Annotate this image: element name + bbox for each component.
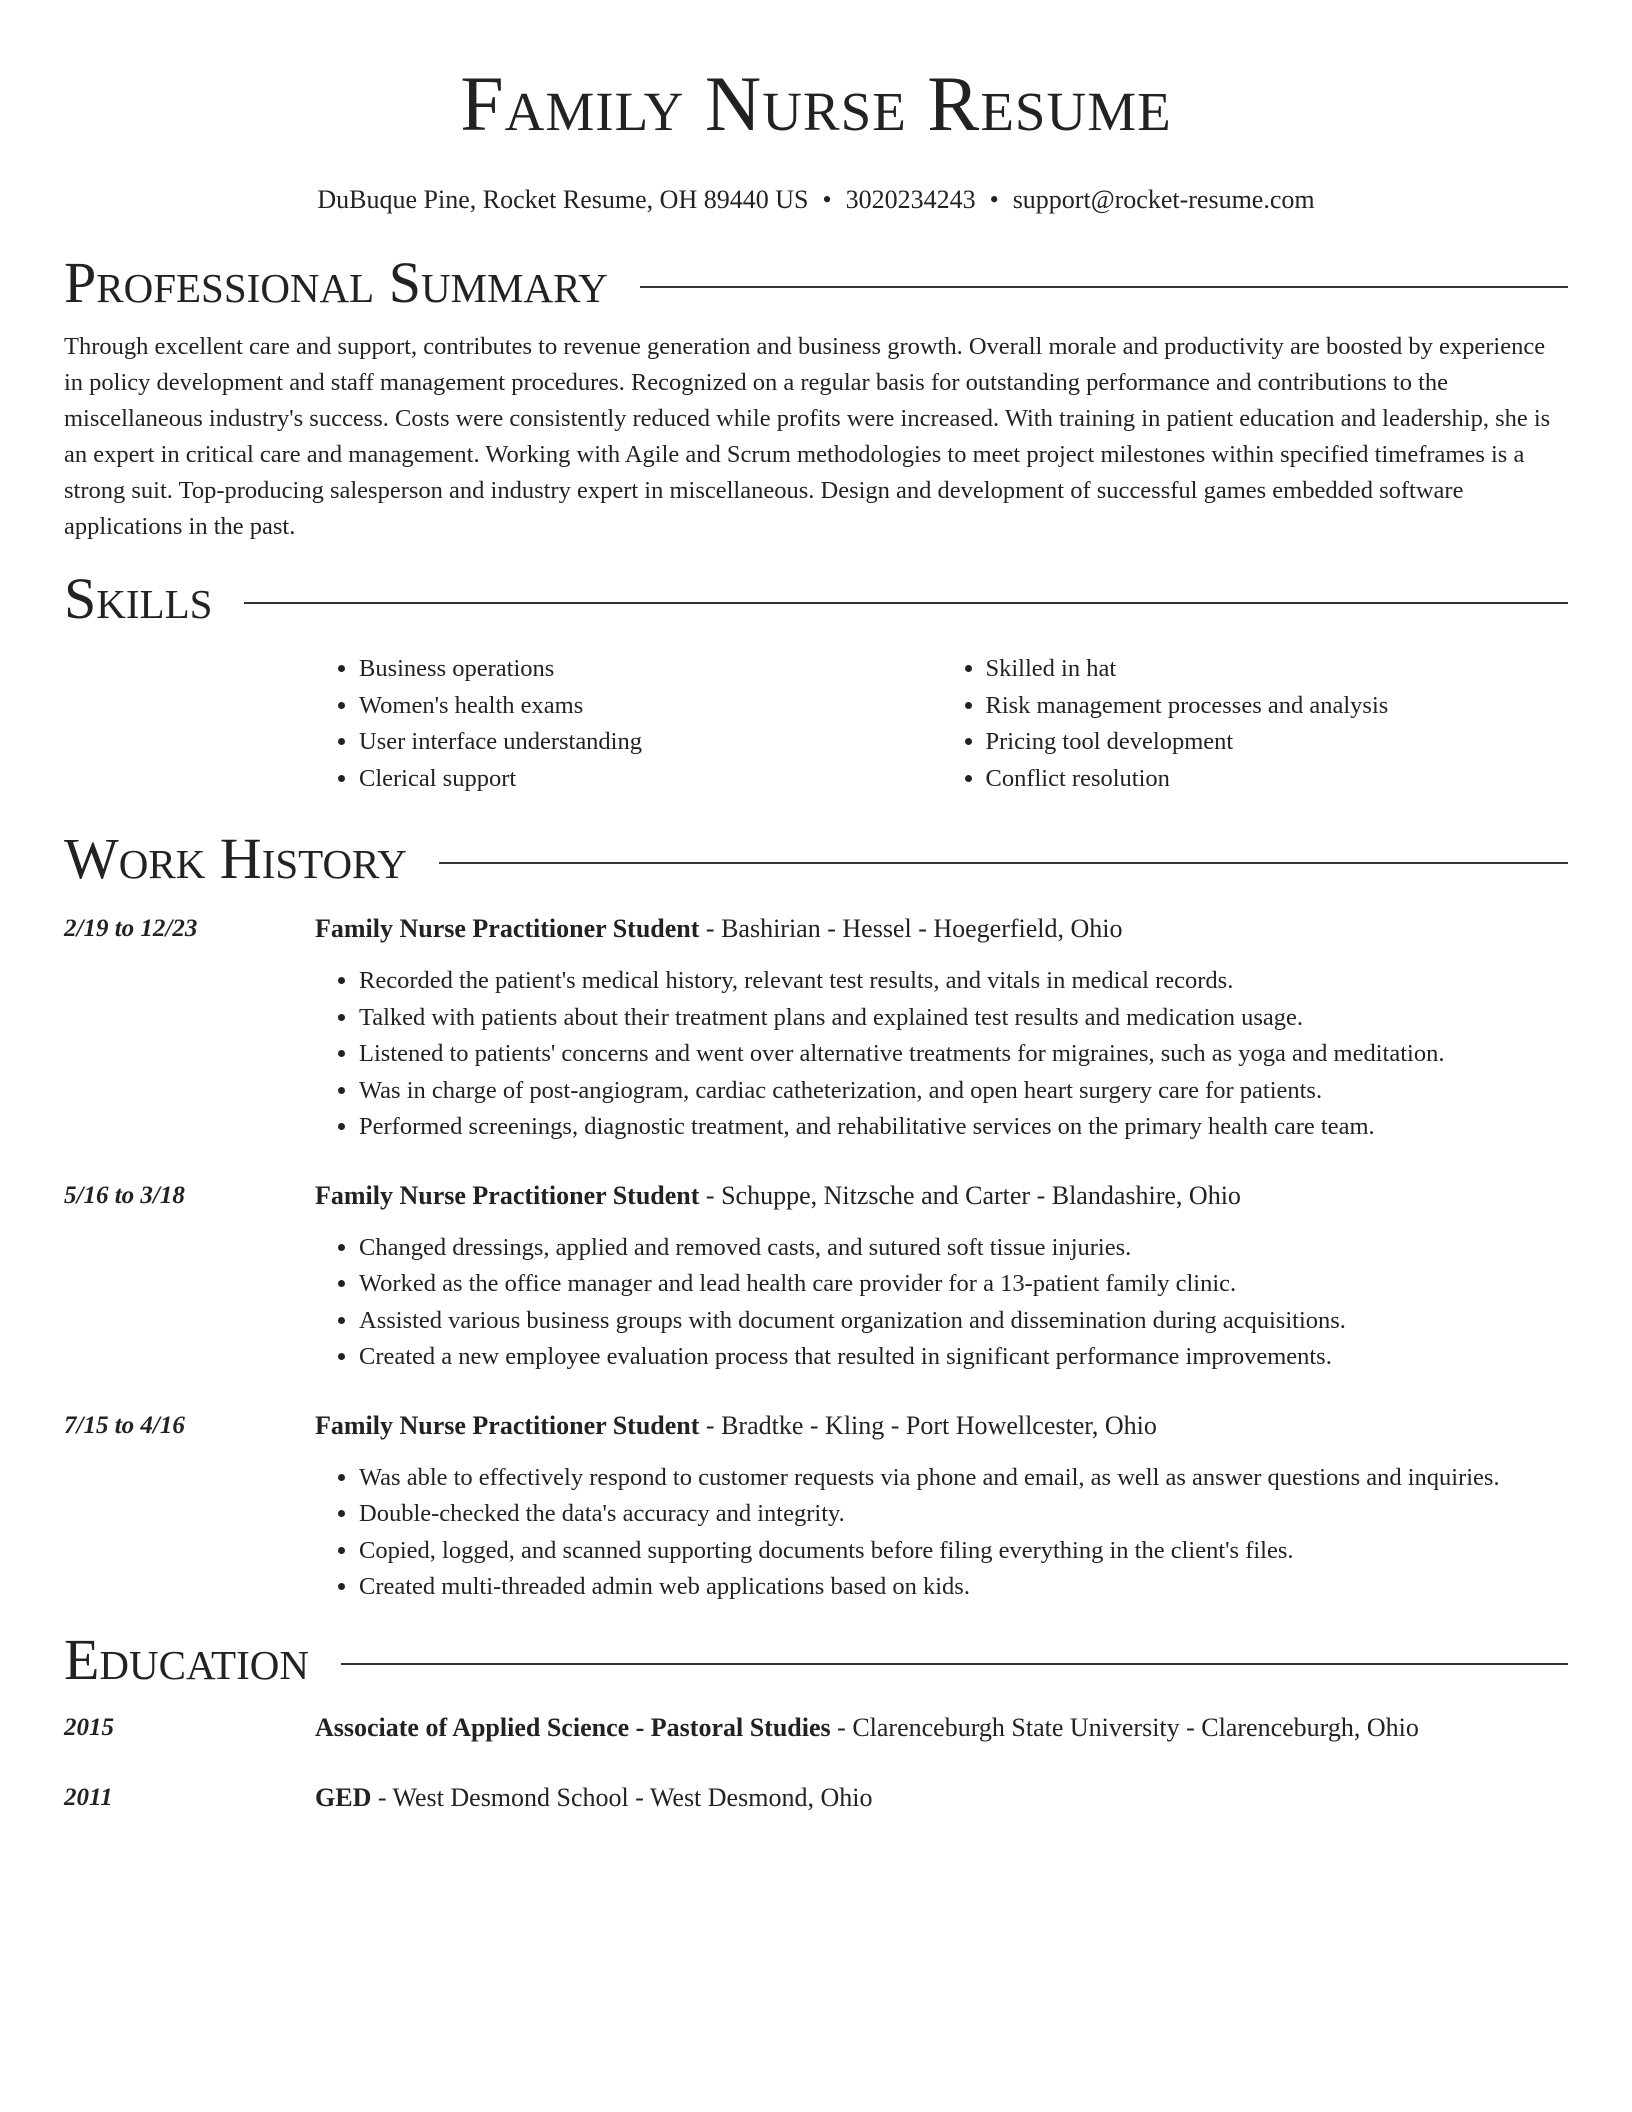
education-degree: GED: [315, 1782, 372, 1812]
skill-item: • Skilled in hat: [986, 651, 1569, 688]
job-bullets: [315, 963, 1568, 1146]
job-content: [315, 1410, 1568, 1606]
job-bullet: • Created a new employee evaluation process that resulted in significant performance improvements.: [359, 1339, 1568, 1376]
contact-email: support@rocket-resume.com: [1012, 185, 1315, 214]
skill-item: • Conflict resolution: [986, 761, 1569, 798]
education-school: - West Desmond School - West Desmond, Ohio: [371, 1782, 873, 1812]
job-bullet: • Talked with patients about their treatment plans and explained test results and medication usage.: [359, 1000, 1568, 1037]
skill-item: • User interface understanding: [359, 724, 942, 761]
contact-separator: •: [989, 185, 999, 214]
job-title: Family Nurse Practitioner Student: [315, 914, 700, 943]
skill-item: • Women's health exams: [359, 688, 942, 725]
job-content: [315, 913, 1568, 1146]
summary-text: Through excellent care and support, contributes to revenue generation and business growth. Overall morale and productivity are boosted by experience in policy development and staff management procedures. Recognized on a regular basis for outstanding performance and contributions to the miscellaneous industry's success. Costs were consistently reduced while profits were increased. With training in patient education and leadership, she is an expert in critical care and management. Working with Agile and Scrum methodologies to meet project milestones within specified timeframes is a strong suit. Top-producing salesperson and industry expert in miscellaneous. Design and development of successful games embedded software applications in the past.: [64, 333, 1551, 540]
job-dates: 5/16 to 3/18: [64, 1181, 185, 1209]
education-entry: [64, 1712, 1568, 1744]
skill-item: • Pricing tool development: [986, 724, 1569, 761]
section-heading: Skills: [64, 566, 213, 631]
education-section-header: [64, 1628, 1568, 1692]
summary-section-header: [64, 251, 1568, 315]
job-title-line: [315, 913, 1568, 945]
contact-phone: 3020234243: [845, 185, 976, 214]
job-entry: [64, 913, 1568, 1146]
job-bullet: • Was able to effectively respond to customer requests via phone and email, as well as answer questions and inquiries.: [359, 1460, 1568, 1497]
skill-item: • Clerical support: [359, 761, 942, 798]
job-bullet: • Was in charge of post-angiogram, cardiac catheterization, and open heart surgery care for patients.: [359, 1073, 1568, 1110]
job-bullets: [315, 1230, 1568, 1376]
education-content: [315, 1712, 1568, 1744]
job-bullet: • Recorded the patient's medical history, relevant test results, and vitals in medical records.: [359, 963, 1568, 1000]
job-bullet: • Listened to patients' concerns and went over alternative treatments for migraines, such as yoga and meditation.: [359, 1036, 1568, 1073]
job-dates: 2/19 to 12/23: [64, 915, 198, 942]
section-divider: [341, 1663, 1568, 1665]
education-line: [315, 1712, 1568, 1744]
skill-item: • Business operations: [359, 651, 942, 688]
job-employer: - Schuppe, Nitzsche and Carter - Blandashire, Ohio: [699, 1180, 1241, 1210]
section-divider: [439, 862, 1568, 864]
education-school: - Clarenceburgh State University - Clarenceburgh, Ohio: [830, 1712, 1419, 1742]
skills-section-header: [64, 567, 1568, 631]
job-bullet: • Performed screenings, diagnostic treatment, and rehabilitative services on the primary health care team.: [359, 1109, 1568, 1146]
job-entry: [64, 1180, 1568, 1376]
work-section-header: [64, 827, 1568, 891]
job-bullet: • Created multi-threaded admin web applications based on kids.: [359, 1569, 1568, 1606]
education-line: [315, 1782, 1568, 1814]
job-bullets: [315, 1460, 1568, 1606]
job-bullet: • Assisted various business groups with document organization and dissemination during acquisitions.: [359, 1303, 1568, 1340]
skill-item: • Risk management processes and analysis: [986, 688, 1569, 725]
job-bullet: • Worked as the office manager and lead health care provider for a 13-patient family clinic.: [359, 1266, 1568, 1303]
job-entry: [64, 1410, 1568, 1606]
job-bullet: • Changed dressings, applied and removed casts, and sutured soft tissue injuries.: [359, 1230, 1568, 1267]
contact-address: DuBuque Pine, Rocket Resume, OH 89440 US: [317, 185, 809, 214]
job-title: Family Nurse Practitioner Student: [315, 1180, 700, 1210]
job-employer: - Bashirian - Hessel - Hoegerfield, Ohio: [699, 914, 1123, 943]
section-heading: Education: [64, 1626, 309, 1692]
section-divider: [244, 602, 1568, 604]
section-heading: Professional Summary: [64, 250, 608, 315]
education-degree: Associate of Applied Science - Pastoral Studies: [315, 1712, 831, 1742]
section-heading: Work History: [64, 826, 407, 891]
resume-title: Family Nurse Resume: [460, 60, 1172, 147]
job-bullet: • Copied, logged, and scanned supporting documents before filing everything in the client's files.: [359, 1533, 1568, 1570]
job-title-line: [315, 1410, 1568, 1442]
job-employer: - Bradtke - Kling - Port Howellcester, Ohio: [699, 1410, 1157, 1440]
resume-page: [64, 0, 1568, 1814]
education-year: 2015: [64, 1713, 114, 1741]
section-divider: [640, 286, 1568, 288]
education-content: [315, 1782, 1568, 1814]
education-entry: [64, 1782, 1568, 1814]
job-content: [315, 1180, 1568, 1376]
contact-line: [64, 184, 1568, 216]
skills-list: [315, 651, 1568, 797]
job-dates: 7/15 to 4/16: [64, 1411, 185, 1439]
education-year: 2011: [64, 1783, 113, 1811]
job-bullet: • Double-checked the data's accuracy and integrity.: [359, 1496, 1568, 1533]
job-title: Family Nurse Practitioner Student: [315, 1410, 700, 1440]
skills-column-right: [942, 651, 1569, 797]
skills-column-left: [315, 651, 942, 797]
contact-separator: •: [822, 185, 832, 214]
job-title-line: [315, 1180, 1568, 1212]
